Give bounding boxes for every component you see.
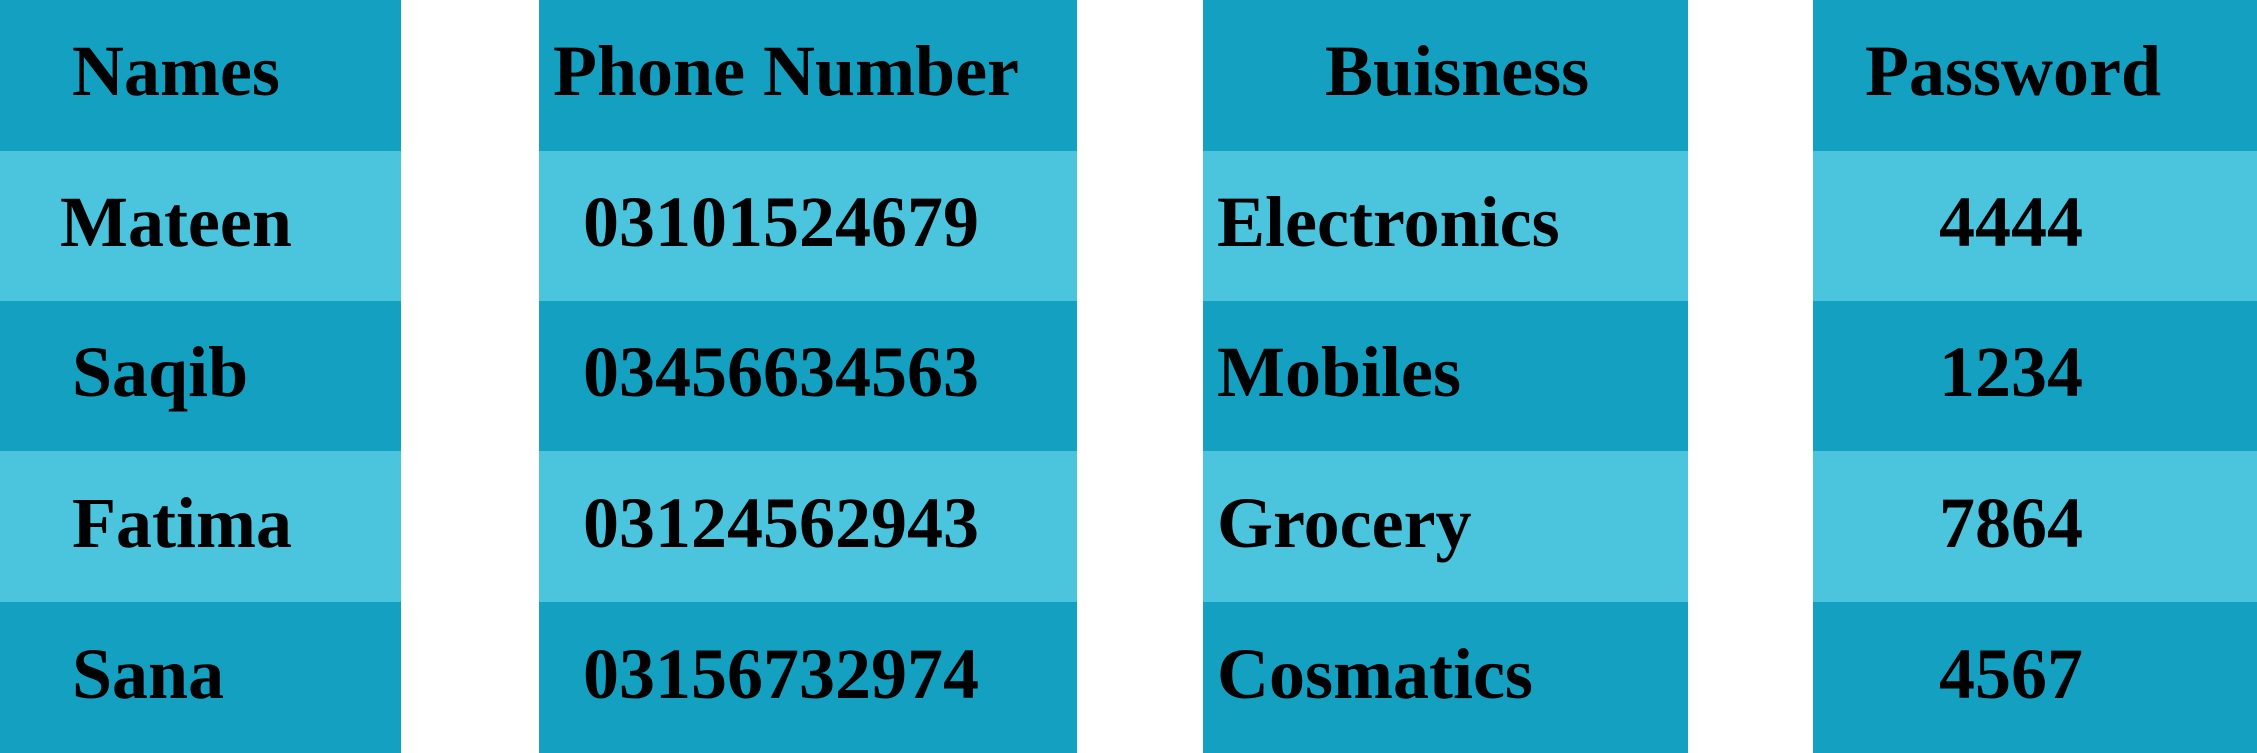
business-cell xyxy=(1203,301,1688,451)
business-header-cell xyxy=(1203,0,1688,151)
names-cell xyxy=(0,151,401,301)
business-column xyxy=(1203,0,1688,753)
phone-header-cell xyxy=(539,0,1077,151)
phone-cell xyxy=(539,301,1077,451)
phone-cell xyxy=(539,602,1077,753)
business-value: Grocery xyxy=(1217,482,1472,563)
password-value: 4567 xyxy=(1939,633,2083,714)
business-value: Electronics xyxy=(1217,182,1560,262)
password-cell xyxy=(1813,602,2257,753)
business-value: Mobiles xyxy=(1217,332,1461,412)
business-cell xyxy=(1203,151,1688,301)
phone-cell xyxy=(539,151,1077,301)
password-value: 4444 xyxy=(1939,182,2083,262)
password-cell xyxy=(1813,301,2257,451)
name-value: Saqib xyxy=(72,332,249,412)
business-header: Buisness xyxy=(1325,30,1590,111)
phone-value: 03124562943 xyxy=(583,482,979,563)
names-header-cell xyxy=(0,0,401,151)
names-header: Names xyxy=(72,30,280,111)
business-value: Cosmatics xyxy=(1217,633,1533,714)
password-cell xyxy=(1813,151,2257,301)
business-cell xyxy=(1203,451,1688,602)
names-column xyxy=(0,0,401,753)
phone-value: 03101524679 xyxy=(583,182,979,262)
name-value: Mateen xyxy=(60,182,292,262)
names-cell xyxy=(0,451,401,602)
password-value: 7864 xyxy=(1939,482,2083,563)
name-value: Fatima xyxy=(72,482,292,563)
name-value: Sana xyxy=(72,633,225,714)
password-header-cell xyxy=(1813,0,2257,151)
business-cell xyxy=(1203,602,1688,753)
names-cell xyxy=(0,301,401,451)
names-cell xyxy=(0,602,401,753)
phone-cell xyxy=(539,451,1077,602)
phone-value: 03456634563 xyxy=(583,332,979,412)
password-value: 1234 xyxy=(1939,332,2083,412)
phone-column xyxy=(539,0,1077,753)
password-column xyxy=(1813,0,2257,753)
password-cell xyxy=(1813,451,2257,602)
phone-value: 03156732974 xyxy=(583,633,979,714)
password-header: Password xyxy=(1865,30,2162,111)
phone-header: Phone Number xyxy=(553,30,1019,111)
